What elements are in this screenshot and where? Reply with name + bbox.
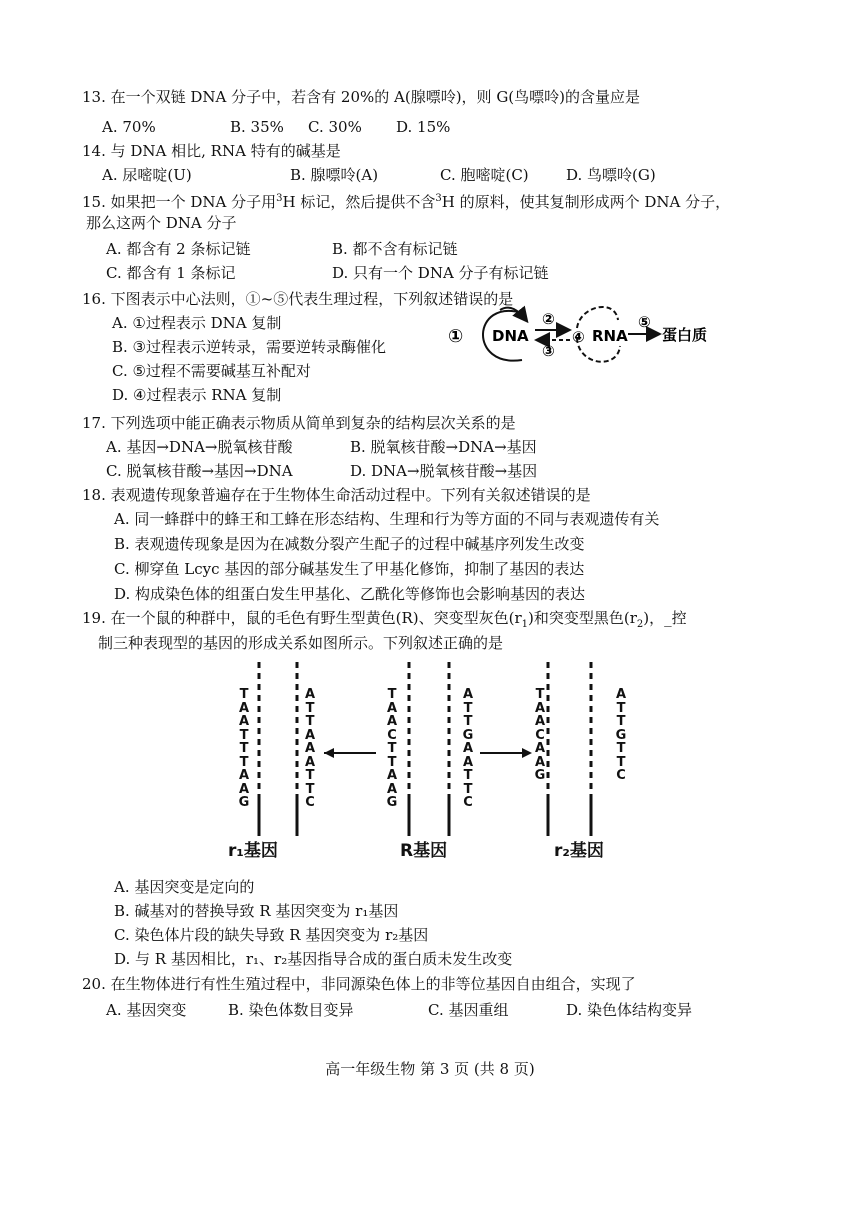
q17-option-d: D. DNA→脱氧核苷酸→基因 xyxy=(350,462,538,480)
label-n5: ⑤ xyxy=(638,313,651,331)
label-n1: ① xyxy=(448,326,464,347)
base-letter: C xyxy=(535,727,545,743)
base-letter: T xyxy=(305,700,315,716)
base-letter: C xyxy=(616,768,626,783)
base-letter: A xyxy=(534,700,546,716)
q14-option-d: D. 鸟嘌呤(G) xyxy=(566,166,656,184)
central-dogma-figure xyxy=(440,298,730,376)
q14-option-b: B. 腺嘌呤(A) xyxy=(290,166,379,184)
q19-option-b: B. 碱基对的替换导致 R 基因突变为 r₁基因 xyxy=(114,902,399,920)
base-letter: T xyxy=(239,727,249,743)
label-protein: 蛋白质 xyxy=(662,326,708,344)
base-letter: T xyxy=(387,741,397,756)
R-right-strand xyxy=(461,688,475,810)
q17-option-a: A. 基因→DNA→脱氧核苷酸 xyxy=(106,438,293,456)
q18-option-b: B. 表观遗传现象是因为在减数分裂产生配子的过程中碱基序列发生改变 xyxy=(114,535,585,553)
q13-option-c: C. 30% xyxy=(308,118,362,136)
base-letter: C xyxy=(305,795,315,810)
base-letter: T xyxy=(535,687,545,702)
q19-option-d: D. 与 R 基因相比，r₁、r₂基因指导合成的蛋白质未发生改变 xyxy=(114,950,513,968)
q16-option-c: C. ⑤过程不需要碱基互补配对 xyxy=(112,362,311,380)
base-letter: T xyxy=(463,700,473,716)
base-letter: A xyxy=(386,781,398,797)
label-R-gene: R基因 xyxy=(400,841,448,861)
q19-option-a: A. 基因突变是定向的 xyxy=(114,878,255,896)
base-letter: G xyxy=(462,727,474,743)
base-letter: G xyxy=(238,795,250,810)
base-letter: A xyxy=(386,714,398,729)
base-letter: A xyxy=(304,687,316,702)
base-letter: A xyxy=(615,687,627,702)
label-r2-gene: r₂基因 xyxy=(554,841,604,861)
q20-option-a: A. 基因突变 xyxy=(106,1001,187,1019)
base-letter: T xyxy=(616,714,626,729)
q19-stem-line2: 制三种表现型的基因的形成关系如图所示。下列叙述正确的是 xyxy=(98,634,504,652)
base-letter: T xyxy=(305,714,315,729)
q15-option-c: C. 都含有 1 条标记 xyxy=(106,264,236,282)
base-letter: T xyxy=(387,754,397,770)
base-letter: T xyxy=(616,700,626,716)
page-footer: 高一年级生物 第 3 页 (共 8 页) xyxy=(325,1060,535,1078)
q19-stem-line1: 19. 在一个鼠的种群中，鼠的毛色有野生型黄色(R)、突变型灰色$(r_1)$和突变型黑色$(r_2)$，_控 xyxy=(82,609,687,630)
base-letter: A xyxy=(534,741,546,756)
base-letter: T xyxy=(616,754,626,770)
base-letter: G xyxy=(534,768,546,783)
base-letter: T xyxy=(305,768,315,783)
base-letter: A xyxy=(238,700,250,716)
q16-stem: 16. 下图表示中心法则，①~⑤代表生理过程，下列叙述错误的是 xyxy=(82,290,514,308)
q16-option-a: A. ①过程表示 DNA 复制 xyxy=(112,314,282,332)
base-letter: A xyxy=(462,741,474,756)
q15-option-b: B. 都不含有标记链 xyxy=(332,240,458,258)
q18-option-d: D. 构成染色体的组蛋白发生甲基化、乙酰化等修饰也会影响基因的表达 xyxy=(114,585,586,603)
q16-option-d: D. ④过程表示 RNA 复制 xyxy=(112,386,282,404)
base-letter: G xyxy=(386,795,398,810)
base-letter: A xyxy=(238,714,250,729)
label-rna: RNA xyxy=(592,327,628,345)
q15-option-a: A. 都含有 2 条标记链 xyxy=(106,240,251,258)
r2-right-strand xyxy=(614,688,628,783)
base-letter: T xyxy=(616,741,626,756)
base-letter: A xyxy=(238,768,250,783)
base-letter: T xyxy=(463,714,473,729)
q13-stem: 13. 在一个双链 DNA 分子中，若含有 20%的 A(腺嘌呤)，则 G(鸟嘌呤)的含量应是 xyxy=(82,88,641,106)
label-n3: ③ xyxy=(542,342,555,360)
q18-option-c: C. 柳穿鱼 Lcyc 基因的部分碱基发生了甲基化修饰，抑制了基因的表达 xyxy=(114,560,585,578)
r1-left-strand xyxy=(237,688,251,810)
q20-stem: 20. 在生物体进行有性生殖过程中，非同源染色体上的非等位基因自由组合，实现了 xyxy=(82,975,636,993)
q13-option-a: A. 70% xyxy=(102,118,156,136)
base-letter: T xyxy=(239,754,249,770)
label-n2: ② xyxy=(542,310,555,328)
label-dna: DNA xyxy=(492,327,529,345)
q17-option-c: C. 脱氧核苷酸→基因→DNA xyxy=(106,462,293,480)
base-letter: A xyxy=(304,727,316,743)
r1-right-strand xyxy=(303,688,317,810)
base-letter: T xyxy=(305,781,315,797)
base-letter: A xyxy=(462,687,474,702)
base-letter: C xyxy=(463,795,473,810)
base-letter: T xyxy=(463,768,473,783)
base-letter: T xyxy=(239,687,249,702)
q15-stem-line1: 15. 如果把一个 DNA 分子用$^3$H 标记，然后提供不含$^3$H 的原料，使其复制形成两个 DNA 分子， xyxy=(82,193,731,211)
base-letter: A xyxy=(304,754,316,770)
label-n4: ④ xyxy=(572,328,585,346)
base-letter: A xyxy=(462,754,474,770)
base-letter: G xyxy=(615,727,627,743)
q13-option-b: B. 35% xyxy=(230,118,284,136)
r2-left-strand xyxy=(533,688,547,783)
q17-stem: 17. 下列选项中能正确表示物质从简单到复杂的结构层次关系的是 xyxy=(82,414,516,432)
base-letter: A xyxy=(386,700,398,716)
q20-option-d: D. 染色体结构变异 xyxy=(566,1001,693,1019)
q19-option-c: C. 染色体片段的缺失导致 R 基因突变为 r₂基因 xyxy=(114,926,429,944)
base-letter: T xyxy=(387,687,397,702)
q14-option-c: C. 胞嘧啶(C) xyxy=(440,166,529,184)
R-left-strand xyxy=(385,688,399,810)
q14-stem: 14. 与 DNA 相比, RNA 特有的碱基是 xyxy=(82,142,341,160)
label-r1-gene: r₁基因 xyxy=(228,841,278,861)
q15-option-d: D. 只有一个 DNA 分子有标记链 xyxy=(332,264,549,282)
q18-stem: 18. 表观遗传现象普遍存在于生物体生命活动过程中。下列有关叙述错误的是 xyxy=(82,486,591,504)
q15-stem-line2: 那么这两个 DNA 分子 xyxy=(86,214,237,232)
base-letter: A xyxy=(534,754,546,770)
q16-option-b: B. ③过程表示逆转录，需要逆转录酶催化 xyxy=(112,338,387,356)
q20-option-b: B. 染色体数目变异 xyxy=(228,1001,354,1019)
base-letter: A xyxy=(304,741,316,756)
base-letter: A xyxy=(534,714,546,729)
q17-option-b: B. 脱氧核苷酸→DNA→基因 xyxy=(350,438,537,456)
gene-mutation-figure xyxy=(228,660,638,860)
base-letter: T xyxy=(239,741,249,756)
base-letter: A xyxy=(386,768,398,783)
q14-option-a: A. 尿嘧啶(U) xyxy=(102,166,192,184)
base-letter: C xyxy=(387,727,397,743)
base-letter: A xyxy=(238,781,250,797)
q20-option-c: C. 基因重组 xyxy=(428,1001,509,1019)
base-letter: T xyxy=(463,781,473,797)
q13-option-d: D. 15% xyxy=(396,118,451,136)
q18-option-a: A. 同一蜂群中的蜂王和工蜂在形态结构、生理和行为等方面的不同与表观遗传有关 xyxy=(114,510,660,528)
